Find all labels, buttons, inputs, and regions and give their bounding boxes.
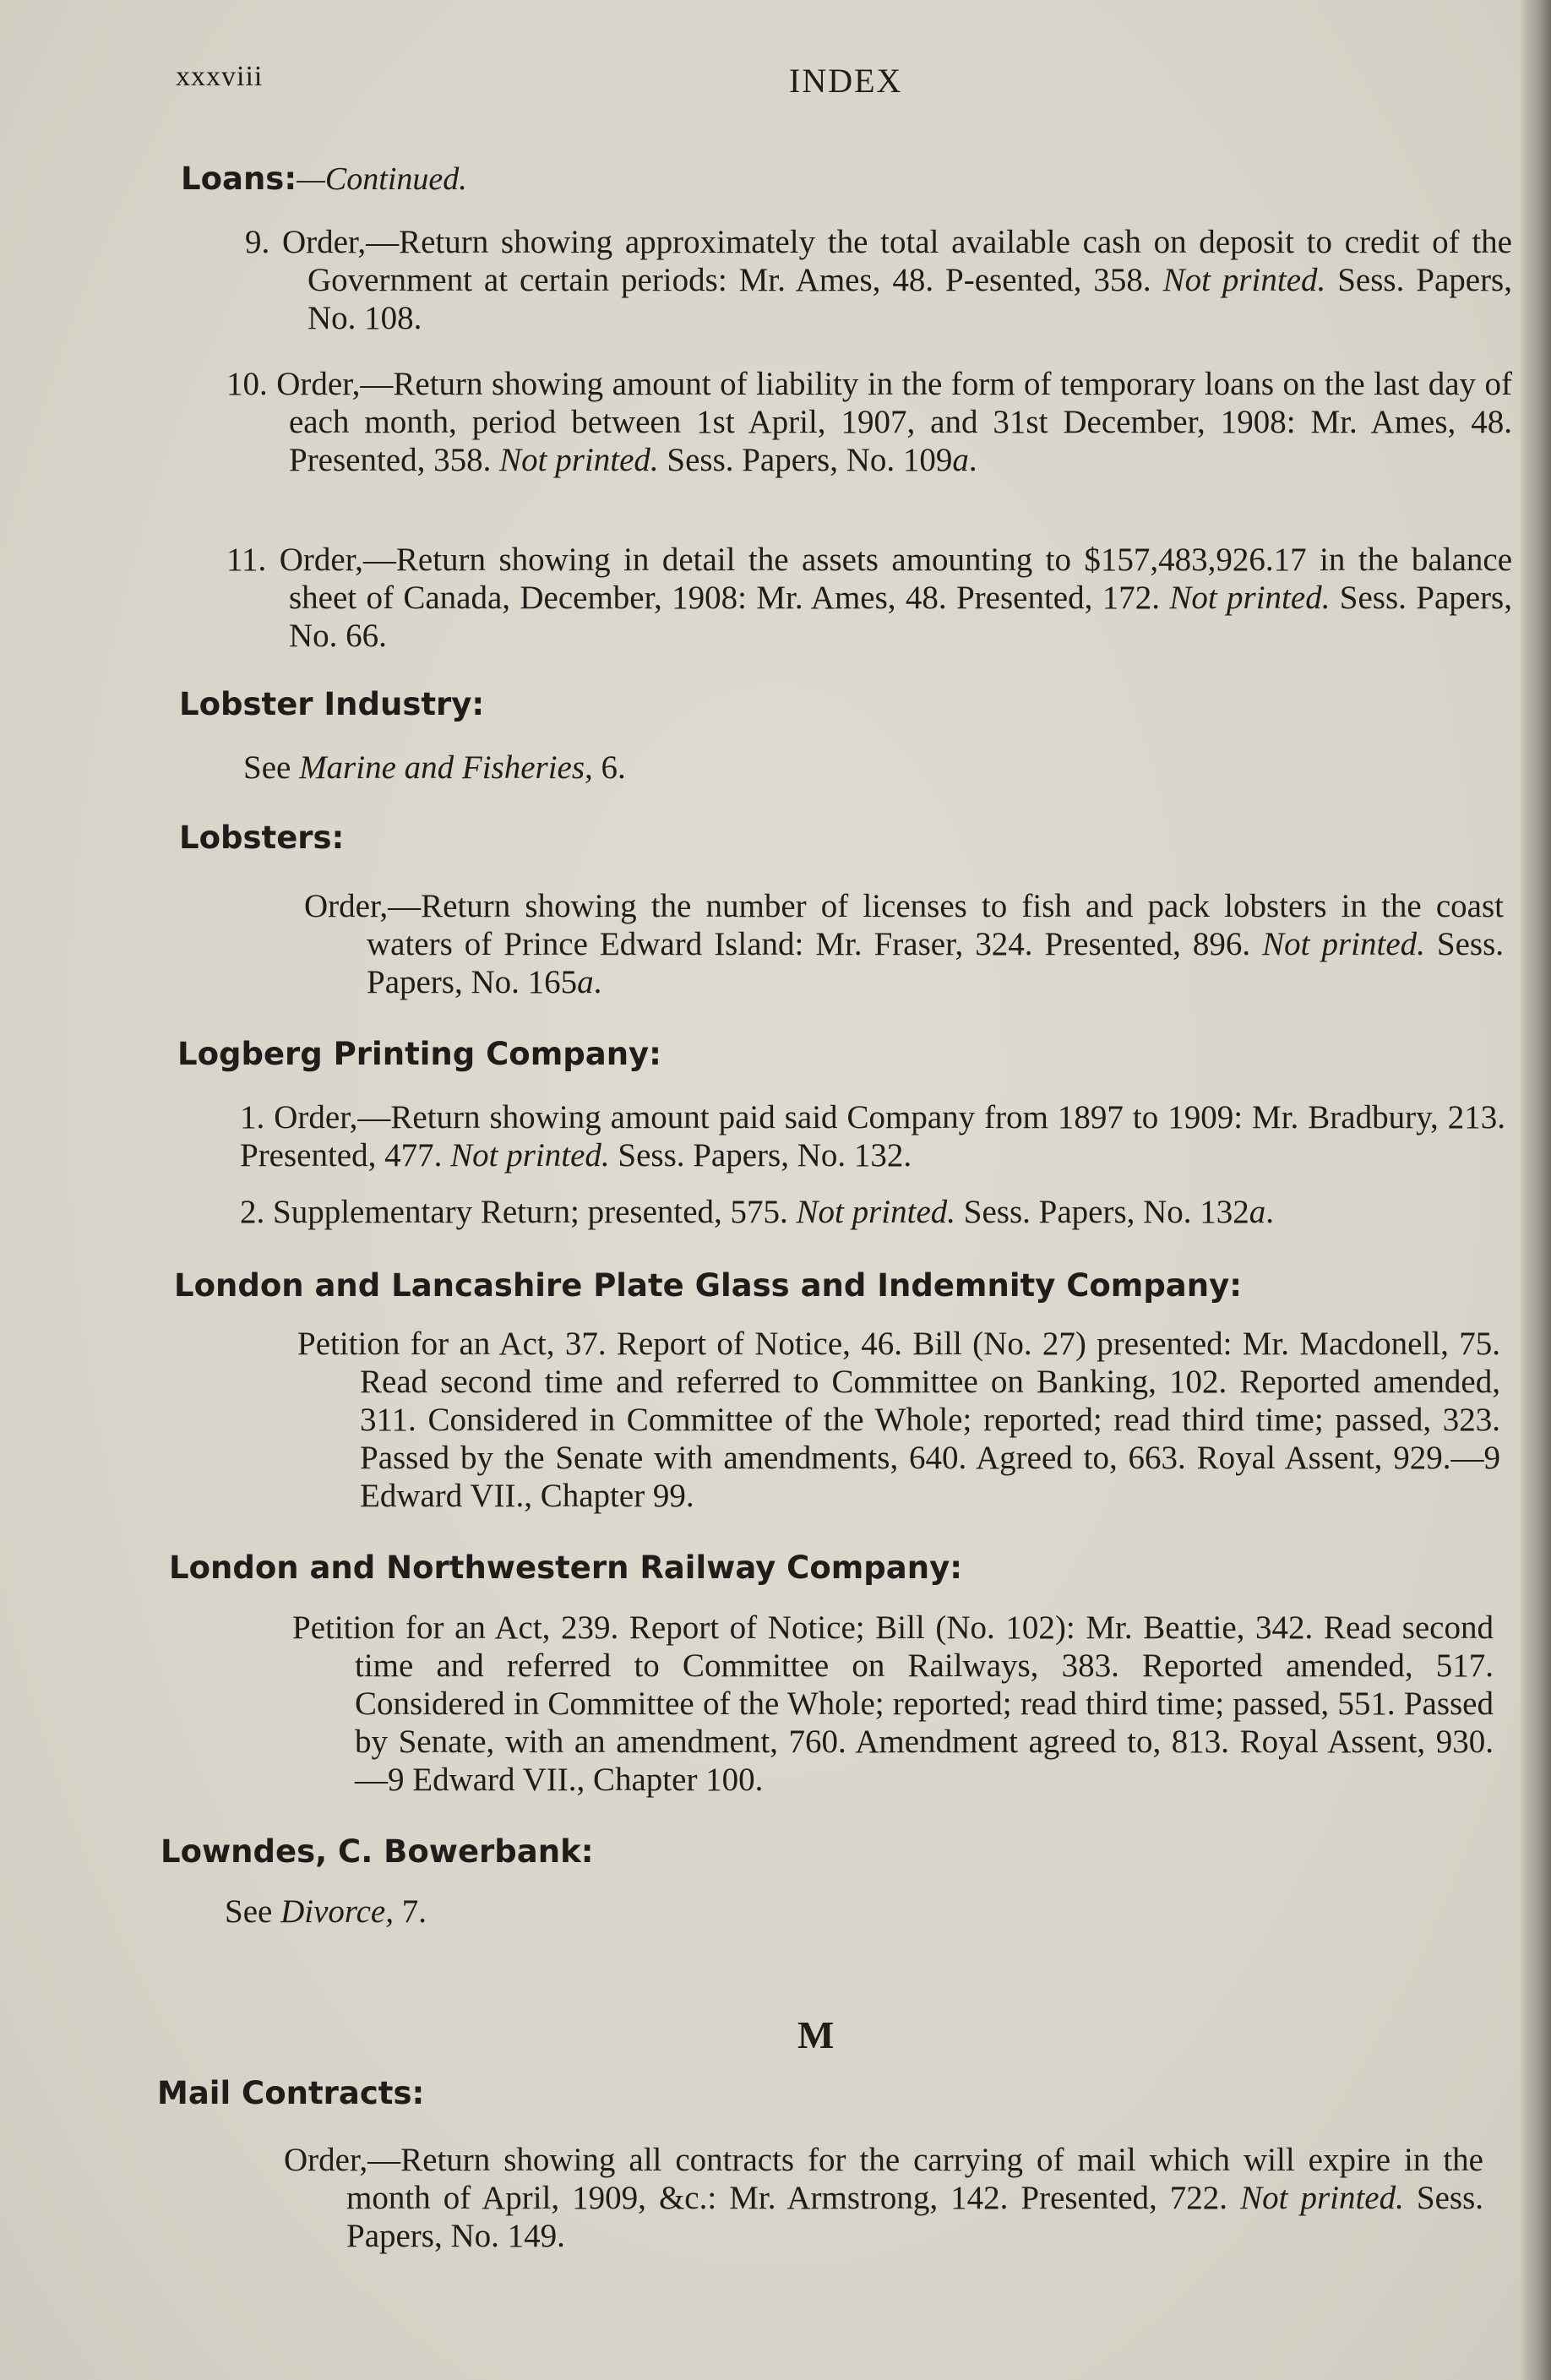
page-edge bbox=[1521, 0, 1551, 2380]
heading-london-lancashire: London and Lancashire Plate Glass and Indemnity Company: bbox=[174, 1267, 1243, 1304]
list-item: Petition for an Act, 37. Report of Notice, 46. Bill (No. 27) presented: Mr. Macdonell, 75. Read second time and referred to Committee on Banking, 102. Reported amended, 311. Considered in Committee of the Whole; reported; read third time; passed, 323. Passed by the Senate with amendments, 640. Agreed to, 663. Royal Assent, 929.—9 Edward VII., Chapter 99. bbox=[297, 1326, 1500, 1514]
list-item: Order,—Return showing all contracts for the carrying of mail which will expire in the month of April, 1909, &c.: Mr. Armstrong, 142. Presented, 722. Not printed. Sess. Papers, No. 149. bbox=[284, 2142, 1484, 2254]
list-item: 10. Order,—Return showing amount of liability in the form of temporary loans on the last day of each month, period between 1st April, 1907, and 31st December, 1908: Mr. Ames, 48. Presented, 358. Not printed. Sess. Papers, No. 109a. bbox=[226, 366, 1512, 478]
list-item: 11. Order,—Return showing in detail the assets amounting to $157,483,926.17 in the balance sheet of Canada, December, 1908: Mr. Ames, 48. Presented, 172. Not printed. Sess. Papers, No. 66. bbox=[226, 542, 1513, 654]
page-number: xxxviii bbox=[176, 61, 264, 92]
list-item: Order,—Return showing the number of licenses to fish and pack lobsters in the coast waters of Prince Edward Island: Mr. Fraser, 324. Presented, 896. Not printed. Sess. Papers, No. 165a. bbox=[304, 888, 1504, 1000]
heading-loans: Loans:—Continued. bbox=[181, 161, 467, 197]
list-item: See Divorce, 7. bbox=[225, 1893, 427, 1930]
heading-london-northwestern: London and Northwestern Railway Company: bbox=[169, 1549, 963, 1586]
heading-lobster-industry: Lobster Industry: bbox=[179, 686, 485, 722]
heading-lowndes: Lowndes, C. Bowerbank: bbox=[161, 1833, 594, 1870]
heading-mail-contracts: Mail Contracts: bbox=[157, 2075, 425, 2111]
list-item: See Marine and Fisheries, 6. bbox=[243, 749, 626, 786]
running-header bbox=[176, 61, 1502, 112]
list-item: 9. Order,—Return showing approximately the total available cash on deposit to credit of the Government at certain periods: Mr. Ames, 48. P-esented, 358. Not printed. Sess. Papers, No. 108. bbox=[245, 224, 1512, 336]
heading-logberg-printing: Logberg Printing Company: bbox=[177, 1036, 661, 1072]
list-item: 1. Order,—Return showing amount paid said Company from 1897 to 1909: Mr. Bradbury, 213. Presented, 477. Not printed. Sess. Papers, No. 132. bbox=[240, 1099, 1506, 1174]
list-item: Petition for an Act, 239. Report of Notice; Bill (No. 102): Mr. Beattie, 342. Read second time and referred to Committee on Railways, 383. Reported amended, 517. Considered in Committee of the Whole; reported; read third time; passed, 551. Passed by Senate, with an amendment, 760. Amendment agreed to, 813. Royal Assent, 930.—9 Edward VII., Chapter 100. bbox=[292, 1609, 1494, 1798]
heading-lobsters: Lobsters: bbox=[179, 820, 345, 856]
list-item: 2. Supplementary Return; presented, 575. Not printed. Sess. Papers, No. 132a. bbox=[240, 1194, 1275, 1230]
section-letter: M bbox=[797, 2013, 835, 2056]
page-title: INDEX bbox=[789, 62, 903, 100]
